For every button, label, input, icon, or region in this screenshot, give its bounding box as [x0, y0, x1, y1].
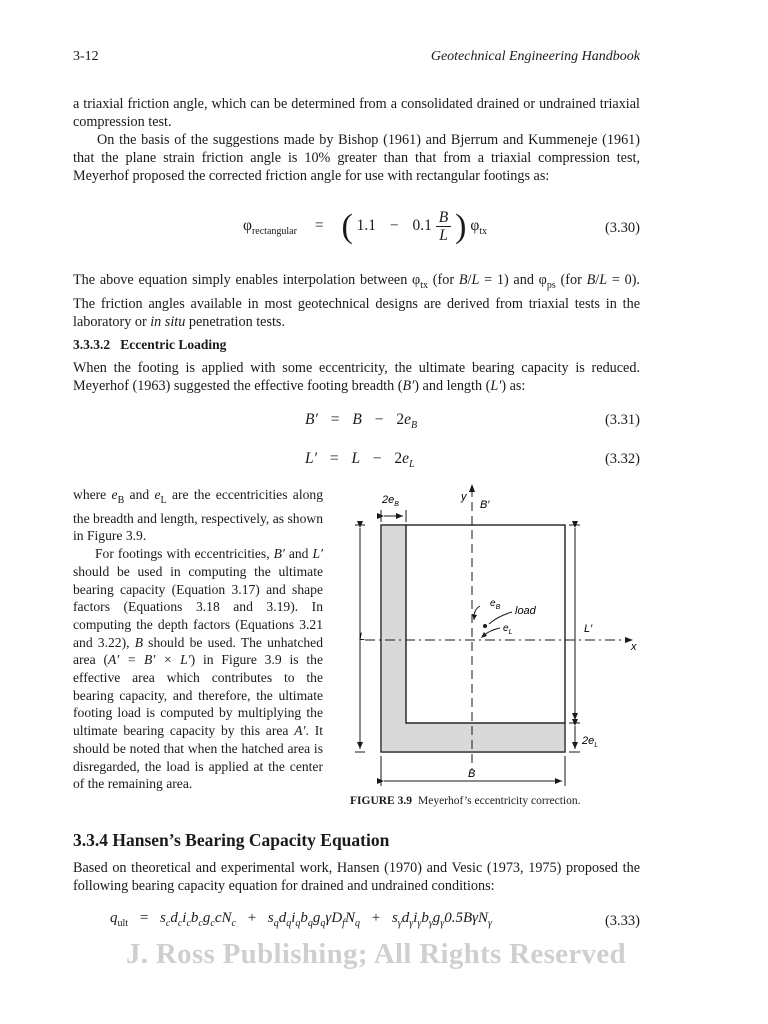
footing-outline — [381, 525, 565, 752]
equation-3-32: $L' = L - 2e_L$ — [305, 450, 415, 470]
side-paragraph-2: For footings with eccentricities, B′ and L′ should be used in computing the ultimate bearing capacity (Equation 3.17) and shape factors (Equations 3.18 and 3.19). In computing the depth factors (Equations 3.21 and 3.22), B should be used. The unhatched area (A′ = B′ × L′) in Figure 3.9 is the effective area which contributes to the bearing capacity, and therefore, the ultimate footing load is computed by multiplying the ultimate bearing capacity by this area A′. It should be noted that when the hatched area is disregarded, the load is applied at the center of the remaining area. — [73, 546, 323, 792]
equation-number-3-31: (3.31) — [604, 412, 640, 428]
page-number: 3-12 — [73, 49, 99, 64]
label-2el: $2e_L$ — [582, 735, 599, 749]
label-el: $e_L$ — [503, 623, 513, 636]
label-b-prime: B′ — [480, 499, 490, 511]
equation-number-3-32: (3.32) — [604, 451, 640, 467]
paragraph-5: Based on theoretical and experimental work, Hansen (1970) and Vesic (1973, 1975) proposed the following bearing capacity equation for drained and undrained conditions: — [73, 860, 640, 894]
label-x: x — [631, 641, 637, 653]
watermark: J. Ross Publishing; All Rights Reserved — [126, 938, 626, 970]
paragraph-4: When the footing is applied with some eccentricity, the ultimate bearing capacity is reduced. Meyerhof (1963) suggested the effective footing breadth (B′) and length (L′) as: — [73, 360, 640, 394]
label-l: L — [359, 631, 366, 643]
section-heading-3-3-3-2: 3.3.3.2 Eccentric Loading — [73, 337, 227, 352]
side-paragraph-1: where $e_B$ and $e_L$ are the eccentricities along the breadth and length, respectively, as shown in Figure 3.9. — [73, 487, 323, 544]
label-l-prime: L′ — [584, 623, 593, 635]
paragraph-1: a triaxial friction angle, which can be determined from a consolidated drained or undrained triaxial compression test. — [73, 96, 640, 130]
y-axis-arrow — [469, 484, 475, 492]
equation-number-3-33: (3.33) — [604, 913, 640, 929]
equation-3-31: $B' = B - 2e_B$ — [305, 411, 418, 431]
equation-number-3-30: (3.30) — [604, 220, 640, 236]
paragraph-3: The above equation simply enables interpolation between $\varphi_{tx}$ (for B/L = 1) and $\varphi_{ps}$ (for B/L = 0). The friction angles available in most geotechnical designs are derived from triaxial tests in the laboratory or in situ penetration tests. — [73, 272, 640, 330]
section-heading-3-3-4: 3.3.4 Hansen’s Bearing Capacity Equation — [73, 830, 390, 850]
label-2eb: $2e_B$ — [382, 494, 399, 508]
running-header-title: Geotechnical Engineering Handbook — [430, 49, 640, 64]
label-load: load — [515, 605, 536, 617]
paragraph-2: On the basis of the suggestions made by Bishop (1961) and Bjerrum and Kummeneje (1961) that the plane strain friction angle is 10% greater than that from a triaxial compression test, Meyerhof proposed the corrected friction angle for use with rectangular footings as: — [73, 132, 640, 184]
label-y: y — [461, 491, 467, 503]
label-b: B — [468, 768, 476, 780]
load-point — [483, 624, 487, 628]
figure-3-9-diagram — [340, 480, 650, 790]
equation-3-33: $q_{ult} = s_cd_ci_cb_cg_ccN_c + s_qd_qi_qb_qg_q\gamma D_fN_q + s_\gamma d_\gamma i_\gamma b_\gamma g_\gamma 0.5B\gamma N_\gamma$ — [110, 910, 492, 929]
label-eb: $e_B$ — [490, 598, 501, 611]
equation-3-30: $\varphi_{rectangular}$ = ( 1.1 − 0.1 $\frac{B}{L}$ ) $\varphi_{tx}$ — [243, 208, 488, 245]
figure-side-text — [73, 486, 323, 793]
figure-caption: FIGURE 3.9 Meyerhof’s eccentricity correction. — [350, 795, 581, 807]
